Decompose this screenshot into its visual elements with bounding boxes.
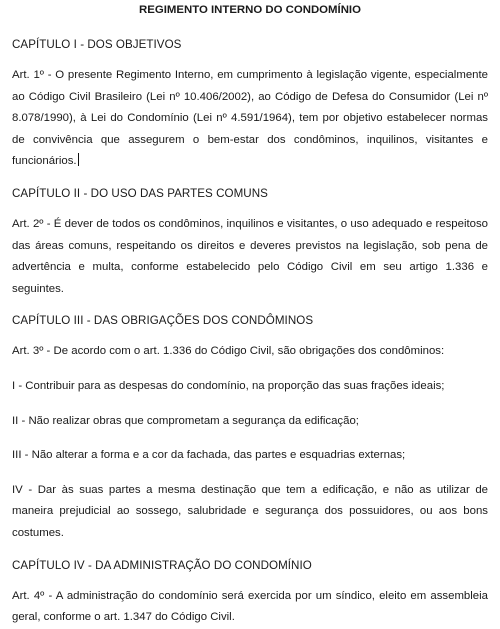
- text-cursor: [78, 153, 79, 166]
- chapter-1-heading: CAPÍTULO I - DOS OBJETIVOS: [12, 38, 182, 51]
- chapter-4-heading: CAPÍTULO IV - DA ADMINISTRAÇÃO DO CONDOMÍNIO: [12, 558, 312, 572]
- article-2: Art. 2º - É dever de todos os condôminos, inquilinos e visitantes, o uso adequado e respeitoso das áreas comuns, respeitando os direitos e deveres previstos na legislação, sob pena de advertência e multa, conforme estabelecido pelo Código Civil em seu artigo 1.336 e seguintes.: [12, 217, 488, 295]
- article-3-item-3: III - Não alterar a forma e a cor da fachada, das partes e esquadrias externas;: [12, 449, 406, 462]
- article-4: Art. 4º - A administração do condomínio será exercida por um síndico, eleito em assembleia geral, conforme o art. 1.347 do Código Civil.: [12, 589, 488, 624]
- chapter-3-heading: CAPÍTULO III - DAS OBRIGAÇÕES DOS CONDÔMINOS: [12, 314, 314, 328]
- chapter-2-heading: CAPÍTULO II - DO USO DAS PARTES COMUNS: [12, 186, 268, 200]
- article-3-item-1: I - Contribuir para as despesas do condomínio, na proporção das suas frações ideais;: [12, 379, 445, 392]
- article-3-item-4: IV - Dar às suas partes a mesma destinação que tem a edificação, e não as utilizar de maneira prejudicial ao sossego, salubridade e segurança dos possuidores, ou aos bons costumes.: [12, 483, 488, 539]
- article-3-item-2: II - Não realizar obras que comprometam a segurança da edificação;: [12, 414, 359, 427]
- article-1[interactable]: [12, 65, 488, 173]
- article-1-text: Art. 1º - O presente Regimento Interno, em cumprimento à legislação vigente, especialmente ao Código Civil Brasileiro (Lei nº 10.406/2002), ao Código de Defesa do Consumidor (Lei nº 8.078/1990), à Lei do Condomínio (Lei nº 4.591/1964), tem por objetivo estabelecer normas de convivência que assegurem o bem-estar dos condôminos, inquilinos, visitantes e funcionários.: [12, 69, 488, 168]
- article-3: Art. 3º - De acordo com o art. 1.336 do Código Civil, são obrigações dos condôminos:: [12, 345, 445, 358]
- document-title: REGIMENTO INTERNO DO CONDOMÍNIO: [139, 4, 361, 16]
